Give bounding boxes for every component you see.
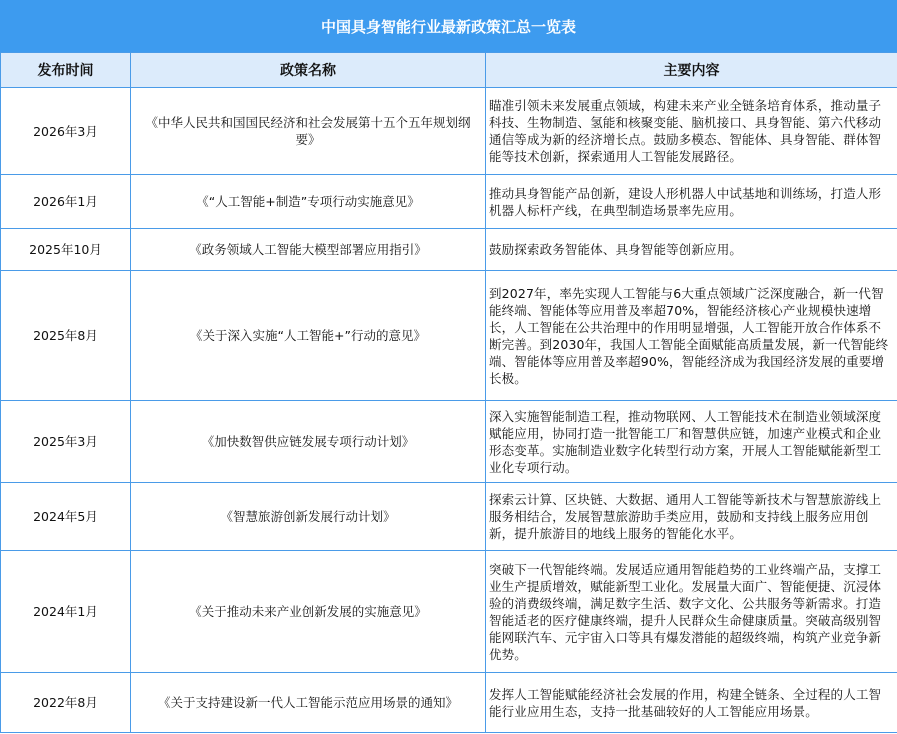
release-date-cell: 2022年8月 — [1, 673, 131, 733]
table-row — [1, 88, 897, 175]
policy-name-cell: 《智慧旅游创新发展行动计划》 — [131, 483, 486, 551]
main-content-cell: 发挥人工智能赋能经济社会发展的作用，构建全链条、全过程的人工智能行业应用生态，支持一批基础较好的人工智能应用场景。 — [486, 673, 897, 733]
header-main-content: 主要内容 — [486, 53, 897, 88]
policy-name-cell: 《政务领域人工智能大模型部署应用指引》 — [131, 229, 486, 271]
main-content-cell: 探索云计算、区块链、大数据、通用人工智能等新技术与智慧旅游线上服务相结合，发展智慧旅游助手类应用，鼓励和支持线上服务应用创新，提升旅游目的地线上服务的智能化水平。 — [486, 483, 897, 551]
release-date-cell: 2025年3月 — [1, 401, 131, 483]
table-row — [1, 175, 897, 229]
table-row — [1, 483, 897, 551]
table-row — [1, 673, 897, 733]
table-title-text: 中国具身智能行业最新政策汇总一览表 — [320, 17, 576, 36]
main-content-cell: 瞄准引领未来发展重点领域，构建未来产业全链条培育体系，推动量子科技、生物制造、氢能和核聚变能、脑机接口、具身智能、第六代移动通信等成为新的经济增长点。鼓励多模态、智能体、具身智能、群体智能等技术创新，探索通用人工智能发展路径。 — [486, 88, 897, 175]
policy-name-cell: 《关于支持建设新一代人工智能示范应用场景的通知》 — [131, 673, 486, 733]
release-date-cell: 2026年1月 — [1, 175, 131, 229]
policy-name-cell: 《加快数智供应链发展专项行动计划》 — [131, 401, 486, 483]
header-policy-name: 政策名称 — [131, 53, 486, 88]
release-date-cell: 2025年8月 — [1, 271, 131, 401]
table-row — [1, 551, 897, 673]
release-date-cell: 2024年5月 — [1, 483, 131, 551]
main-content-cell: 推动具身智能产品创新，建设人形机器人中试基地和训练场，打造人形机器人标杆产线，在典型制造场景率先应用。 — [486, 175, 897, 229]
policy-name-cell: 《关于推动未来产业创新发展的实施意见》 — [131, 551, 486, 673]
table-row — [1, 271, 897, 401]
table-row — [1, 401, 897, 483]
main-content-cell: 到2027年，率先实现人工智能与6大重点领域广泛深度融合，新一代智能终端、智能体等应用普及率超70%，智能经济核心产业规模快速增长，人工智能在公共治理中的作用明显增强，人工智能开放合作体系不断完善。到2030年，我国人工智能全面赋能高质量发展，新一代智能终端、智能体等应用普及率超90%，智能经济成为我国经济发展的重要增长极。 — [486, 271, 897, 401]
release-date-cell: 2024年1月 — [1, 551, 131, 673]
policy-name-cell: 《关于深入实施“人工智能+”行动的意见》 — [131, 271, 486, 401]
table-title — [0, 0, 897, 52]
policy-name-cell: 《中华人民共和国国民经济和社会发展第十五个五年规划纲要》 — [131, 88, 486, 175]
policy-table — [0, 52, 897, 733]
main-content-cell: 深入实施智能制造工程，推动物联网、人工智能技术在制造业领域深度赋能应用，协同打造一批智能工厂和智慧供应链，加速产业模式和企业形态变革。实施制造业数字化转型行动方案，开展人工智能赋能新型工业化专项行动。 — [486, 401, 897, 483]
main-content-cell: 鼓励探索政务智能体、具身智能等创新应用。 — [486, 229, 897, 271]
table-row — [1, 229, 897, 271]
release-date-cell: 2026年3月 — [1, 88, 131, 175]
table-header-row — [1, 53, 897, 88]
release-date-cell: 2025年10月 — [1, 229, 131, 271]
main-content-cell: 突破下一代智能终端。发展适应通用智能趋势的工业终端产品，支撑工业生产提质增效，赋能新型工业化。发展量大面广、智能便捷、沉浸体验的消费级终端，满足数字生活、数字文化、公共服务等新需求。打造智能适老的医疗健康终端，提升人民群众生命健康质量。突破高级别智能网联汽车、元宇宙入口等具有爆发潜能的超级终端，构筑产业竞争新优势。 — [486, 551, 897, 673]
policy-name-cell: 《“人工智能+制造”专项行动实施意见》 — [131, 175, 486, 229]
header-release-date: 发布时间 — [1, 53, 131, 88]
